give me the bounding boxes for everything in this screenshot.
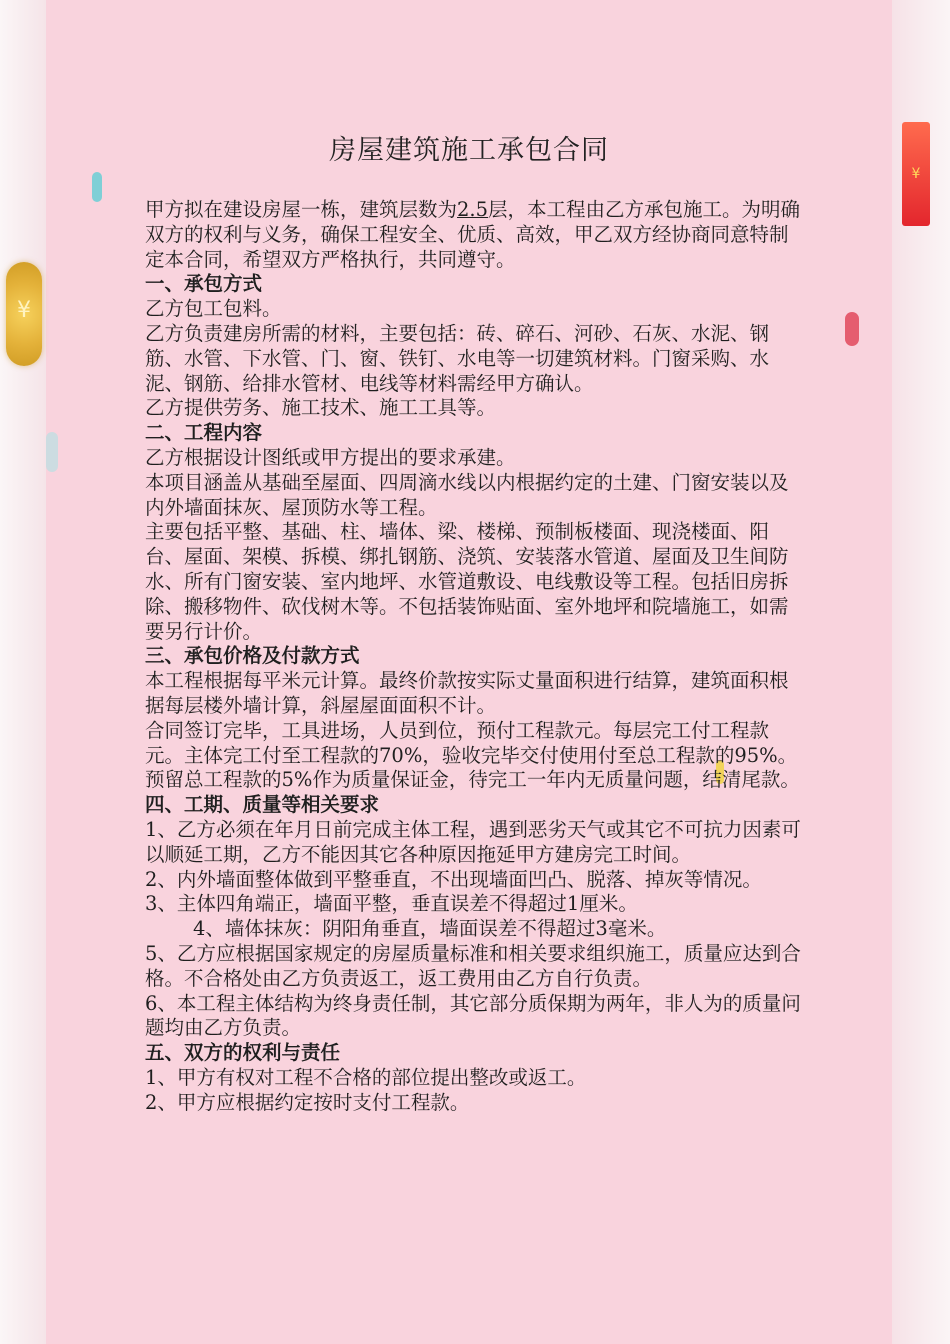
paragraph: 乙方包工包料。 bbox=[145, 297, 282, 321]
section-heading: 四、工期、质量等相关要求 bbox=[145, 793, 380, 817]
paragraph: 本项目涵盖从基础至屋面、四周滴水线以内根据约定的土建、门窗安装以及内外墙面抹灰、屋顶防水等工程。 bbox=[145, 470, 789, 519]
list-item: 4、墙体抹灰：阴阳角垂直，墙面误差不得超过3毫米。 bbox=[193, 917, 667, 941]
paragraph: 乙方负责建房所需的材料，主要包括：砖、碎石、河砂、石灰、水泥、钢筋、水管、下水管、门、窗、铁钉、水电等一切建筑材料。门窗采购、水泥、钢筋、给排水管材、电线等材料需经甲方确认。 bbox=[145, 321, 770, 395]
paragraph: 主要包括平整、基础、柱、墙体、梁、楼梯、预制板楼面、现浇楼面、阳台、屋面、架模、拆模、绑扎钢筋、浇筑、安装落水管道、屋面及卫生间防水、所有门窗安装、室内地坪、水管道敷设、电线敷设等工程。包括旧房拆除、搬移物件、砍伐树木等。不包括装饰贴面、室外地坪和院墙施工，如需要另行计价。 bbox=[145, 520, 789, 643]
intro-paragraph: 甲方拟在建设房屋一栋，建筑层数为2.5层，本工程由乙方承包施工。为明确双方的权利与义务，确保工程安全、优质、高效，甲乙双方经协商同意特制定本合同，希望双方严格执行，共同遵守。 bbox=[145, 198, 801, 271]
red-drop-decoration bbox=[845, 312, 859, 346]
paragraph: 合同签订完毕，工具进场，人员到位，预付工程款元。每层完工付工程款元。主体完工付至工程款的70%，验收完毕交付使用付至总工程款的95%。预留总工程款的5%作为质量保证金，待完工一年内无质量问题，结清尾款。 bbox=[145, 718, 800, 792]
paragraph: 本工程根据每平米元计算。最终价款按实际丈量面积进行结算，建筑面积根据每层楼外墙计算，斜屋屋面面积不计。 bbox=[145, 669, 789, 717]
list-item: 3、主体四角端正，墙面平整，垂直误差不得超过1厘米。 bbox=[145, 892, 638, 916]
paragraph: 乙方提供劳务、施工技术、施工工具等。 bbox=[145, 396, 497, 420]
floor-count: 2.5 bbox=[457, 198, 489, 221]
paragraph: 乙方根据设计图纸或甲方提出的要求承建。 bbox=[145, 445, 516, 469]
document-body bbox=[145, 198, 805, 1115]
section-heading: 一、承包方式 bbox=[145, 272, 263, 296]
list-item: 6、本工程主体结构为终身责任制，其它部分质保期为两年，非人为的质量问题均由乙方负责。 bbox=[145, 991, 801, 1040]
teal-dot-decoration-2 bbox=[46, 432, 58, 472]
red-envelope-decoration: ¥ bbox=[902, 122, 930, 226]
section-heading: 三、承包价格及付款方式 bbox=[145, 644, 360, 668]
list-item: 1、乙方必须在年月日前完成主体工程，遇到恶劣天气或其它不可抗力因素可以顺延工期，乙方不能因其它各种原因拖延甲方建房完工时间。 bbox=[145, 817, 801, 866]
coin-decoration: ¥ bbox=[6, 262, 42, 366]
left-margin bbox=[0, 0, 46, 1344]
list-item: 2、内外墙面整体做到平整垂直，不出现墙面凹凸、脱落、掉灰等情况。 bbox=[145, 867, 762, 891]
teal-dot-decoration bbox=[92, 172, 102, 202]
list-item: 5、乙方应根据国家规定的房屋质量标准和相关要求组织施工，质量应达到合格。不合格处由乙方负责返工，返工费用由乙方自行负责。 bbox=[145, 941, 801, 990]
list-item: 2、甲方应根据约定按时支付工程款。 bbox=[145, 1090, 470, 1114]
list-item: 1、甲方有权对工程不合格的部位提出整改或返工。 bbox=[145, 1065, 587, 1089]
document-title: 房屋建筑施工承包合同 bbox=[329, 135, 609, 166]
section-heading: 五、双方的权利与责任 bbox=[145, 1041, 341, 1065]
section-heading: 二、工程内容 bbox=[145, 421, 263, 445]
